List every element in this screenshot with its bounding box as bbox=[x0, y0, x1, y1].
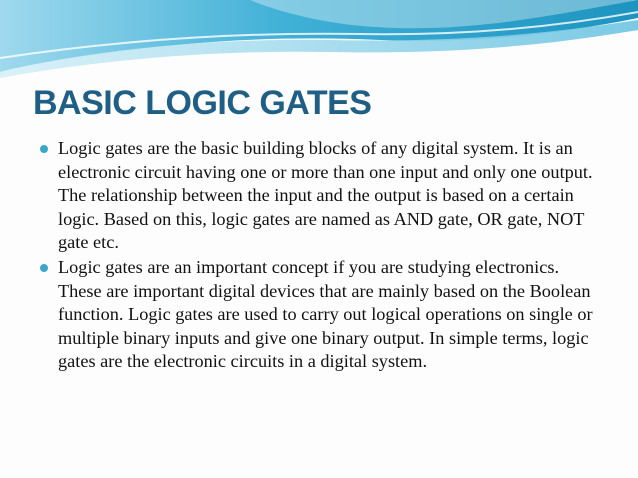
bullet-item bbox=[40, 137, 600, 255]
bullet-text: Logic gates are the basic building blocks of any digital system. It is an electronic circuit having one or more than one input and only one output. The relationship between the input and the output is based on a certain logic. Based on this, logic gates are named as AND gate, OR gate, NOT gate etc. bbox=[58, 138, 593, 253]
bullet-item bbox=[40, 256, 600, 374]
bullet-text: Logic gates are an important concept if you are studying electronics. These are important digital devices that are mainly based on the Boolean function. Logic gates are used to carry out logical operations on single or multiple binary inputs and give one binary output. In simple terms, logic gates are the electronic circuits in a digital system. bbox=[58, 256, 593, 372]
bullet-dot-icon bbox=[40, 145, 48, 153]
slide-title: BASIC LOGIC GATES bbox=[33, 84, 372, 122]
bullet-dot-icon bbox=[40, 264, 48, 272]
header-wave-decoration bbox=[0, 0, 638, 78]
bullet-list bbox=[40, 137, 600, 374]
